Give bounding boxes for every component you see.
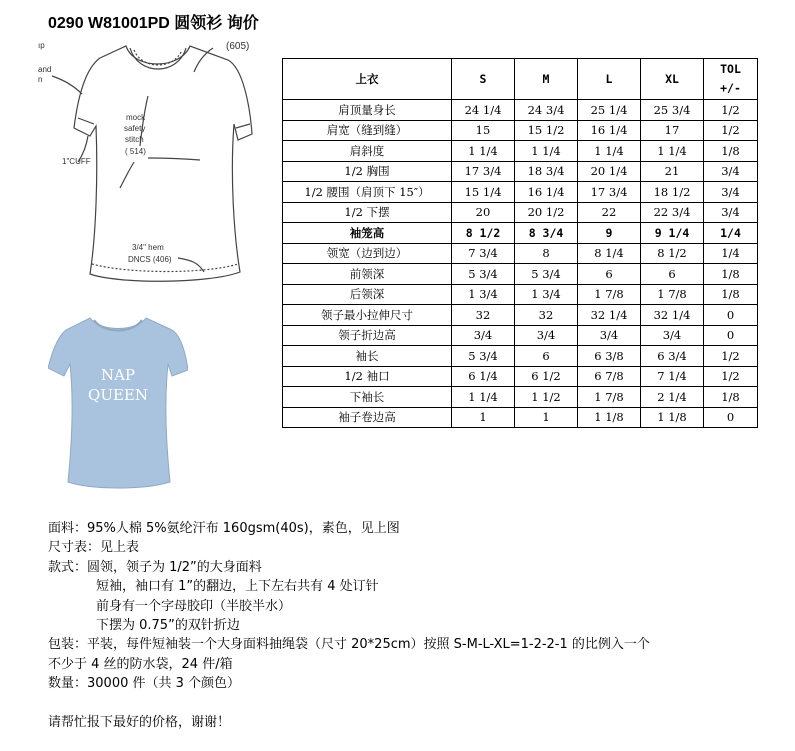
fabric-line: 面料：95%人棉 5%氨纶汗布 160gsm(40s)，素色，见上图 — [48, 521, 400, 536]
sketch-label-514: ( 514) — [125, 147, 146, 156]
sketch-label-n: n — [38, 75, 43, 84]
table-row — [283, 243, 758, 264]
sketch-label-and: and — [38, 65, 52, 74]
cell-xl: 17 — [641, 120, 704, 141]
row-label: 1/2 胸围 — [283, 161, 452, 182]
cell-m: 15 1/2 — [515, 120, 578, 141]
table-row — [283, 407, 758, 428]
cell-tol: 1/4 — [704, 223, 758, 244]
table-row — [283, 202, 758, 223]
quantity-line: 数量：30000 件（共 3 个颜色） — [48, 676, 241, 692]
cell-l: 32 1/4 — [578, 305, 641, 326]
row-label: 袖笼高 — [283, 223, 452, 244]
row-label: 领宽（边到边） — [283, 243, 452, 264]
cell-m: 1 1/2 — [515, 387, 578, 408]
sketch-label-cuff: 1"CUFF — [62, 157, 91, 166]
cell-tol: 1/8 — [704, 284, 758, 305]
cell-l: 6 — [578, 264, 641, 285]
cell-xl: 6 — [641, 264, 704, 285]
row-label: 1/2 袖口 — [283, 366, 452, 387]
table-row — [283, 141, 758, 162]
cell-s: 6 1/4 — [452, 366, 515, 387]
closing-line: 请帮忙报下最好的价格，谢谢！ — [48, 714, 231, 730]
sketch-label-stitch: stitch — [125, 135, 144, 144]
cell-l: 9 — [578, 223, 641, 244]
page-title: 0290 W81001PD 圆领衫 询价 — [48, 15, 259, 32]
cell-xl: 1 1/8 — [641, 407, 704, 428]
cell-m: 32 — [515, 305, 578, 326]
cell-xl: 3/4 — [641, 325, 704, 346]
cell-l: 25 1/4 — [578, 100, 641, 121]
row-label: 袖子卷边高 — [283, 407, 452, 428]
cell-s: 20 — [452, 202, 515, 223]
cell-tol: 3/4 — [704, 202, 758, 223]
cell-l: 22 — [578, 202, 641, 223]
cell-tol: 1/8 — [704, 264, 758, 285]
sketch-label-dncs: DNCS (406) — [128, 255, 172, 264]
table-row — [283, 284, 758, 305]
row-label: 前领深 — [283, 264, 452, 285]
row-label: 袖长 — [283, 346, 452, 367]
cell-xl: 25 3/4 — [641, 100, 704, 121]
sketch-label-p: ıp — [38, 41, 45, 50]
cell-l: 1 1/4 — [578, 141, 641, 162]
cell-l: 1 1/8 — [578, 407, 641, 428]
header-l: L — [578, 59, 641, 100]
cell-tol: 1/8 — [704, 387, 758, 408]
cell-tol: 0 — [704, 305, 758, 326]
sketch-label-safety: safety — [124, 124, 146, 133]
cell-m: 24 3/4 — [515, 100, 578, 121]
header-garment: 上衣 — [283, 59, 452, 100]
header-xl: XL — [641, 59, 704, 100]
header-tol-line2: +/- — [720, 81, 741, 95]
table-row — [283, 346, 758, 367]
cell-m: 6 1/2 — [515, 366, 578, 387]
cell-l: 3/4 — [578, 325, 641, 346]
header-m: M — [515, 59, 578, 100]
cell-s: 32 — [452, 305, 515, 326]
cell-tol: 3/4 — [704, 161, 758, 182]
table-row — [283, 161, 758, 182]
cell-s: 17 3/4 — [452, 161, 515, 182]
table-row — [283, 387, 758, 408]
cell-s: 7 3/4 — [452, 243, 515, 264]
cell-xl: 1 1/4 — [641, 141, 704, 162]
packing-line-2: 不少于 4 丝的防水袋，24 件/箱 — [48, 656, 233, 672]
cell-l: 1 7/8 — [578, 284, 641, 305]
cell-m: 5 3/4 — [515, 264, 578, 285]
cell-m: 1 1/4 — [515, 141, 578, 162]
size-chart-line: 尺寸表：见上表 — [48, 540, 140, 556]
cell-m: 6 — [515, 346, 578, 367]
row-label: 1/2 腰围（肩顶下 15″） — [283, 182, 452, 203]
table-row — [283, 182, 758, 203]
table-row — [283, 120, 758, 141]
table-row — [283, 366, 758, 387]
cell-m: 18 3/4 — [515, 161, 578, 182]
photo-print-line1: NAP — [100, 366, 136, 384]
measurement-table — [282, 58, 758, 428]
cell-tol: 0 — [704, 407, 758, 428]
cell-s: 15 — [452, 120, 515, 141]
cell-xl: 18 1/2 — [641, 182, 704, 203]
row-label: 领子最小拉伸尺寸 — [283, 305, 452, 326]
cell-xl: 21 — [641, 161, 704, 182]
cell-tol: 0 — [704, 325, 758, 346]
description-block — [48, 519, 650, 732]
table-row — [283, 100, 758, 121]
cell-s: 1 3/4 — [452, 284, 515, 305]
cell-xl: 9 1/4 — [641, 223, 704, 244]
cell-xl: 8 1/2 — [641, 243, 704, 264]
table-row — [283, 264, 758, 285]
style-line-3: 前身有一个字母胶印（半胶半水） — [96, 598, 292, 614]
cell-xl: 1 7/8 — [641, 284, 704, 305]
sketch-label-hem: 3/4" hem — [132, 243, 164, 252]
table-header-row — [283, 59, 758, 100]
row-label: 后领深 — [283, 284, 452, 305]
cell-tol: 1/4 — [704, 243, 758, 264]
cell-l: 1 7/8 — [578, 387, 641, 408]
sketch-label-605: (605) — [226, 41, 250, 52]
cell-s: 15 1/4 — [452, 182, 515, 203]
cell-s: 3/4 — [452, 325, 515, 346]
cell-l: 20 1/4 — [578, 161, 641, 182]
cell-tol: 1/2 — [704, 120, 758, 141]
row-label: 领子折边高 — [283, 325, 452, 346]
cell-tol: 1/8 — [704, 141, 758, 162]
cell-xl: 7 1/4 — [641, 366, 704, 387]
cell-tol: 1/2 — [704, 346, 758, 367]
cell-xl: 2 1/4 — [641, 387, 704, 408]
table-row — [283, 305, 758, 326]
cell-s: 8 1/2 — [452, 223, 515, 244]
row-label: 下袖长 — [283, 387, 452, 408]
table-row — [283, 325, 758, 346]
row-label: 肩顶量身长 — [283, 100, 452, 121]
header-s: S — [452, 59, 515, 100]
style-line-1: 款式：圆领，领子为 1/2”的大身面料 — [48, 559, 262, 575]
style-line-4: 下摆为 0.75”的双针折边 — [96, 618, 240, 634]
cell-m: 20 1/2 — [515, 202, 578, 223]
cell-tol: 3/4 — [704, 182, 758, 203]
cell-m: 16 1/4 — [515, 182, 578, 203]
cell-xl: 6 3/4 — [641, 346, 704, 367]
packing-line-1: 包装：平装，每件短袖装一个大身面料抽绳袋（尺寸 20*25cm）按照 S-M-L-XL=1-2-2-1 的比例入一个 — [48, 637, 650, 653]
photo-print-line2: QUEEN — [88, 386, 148, 404]
header-tol — [704, 59, 758, 100]
cell-m: 8 3/4 — [515, 223, 578, 244]
row-label: 肩宽（缝到缝） — [283, 120, 452, 141]
cell-l: 16 1/4 — [578, 120, 641, 141]
row-label: 肩斜度 — [283, 141, 452, 162]
cell-tol: 1/2 — [704, 366, 758, 387]
cell-l: 6 7/8 — [578, 366, 641, 387]
cell-s: 5 3/4 — [452, 264, 515, 285]
cell-m: 1 — [515, 407, 578, 428]
cell-l: 17 3/4 — [578, 182, 641, 203]
cell-xl: 22 3/4 — [641, 202, 704, 223]
cell-m: 3/4 — [515, 325, 578, 346]
cell-s: 1 — [452, 407, 515, 428]
row-label: 1/2 下摆 — [283, 202, 452, 223]
cell-l: 8 1/4 — [578, 243, 641, 264]
cell-m: 8 — [515, 243, 578, 264]
tshirt-sketch — [38, 36, 268, 301]
cell-s: 1 1/4 — [452, 141, 515, 162]
sketch-label-mock: mock — [126, 113, 146, 122]
cell-s: 24 1/4 — [452, 100, 515, 121]
header-tol-line1: TOL — [720, 62, 741, 76]
table-row — [283, 223, 758, 244]
cell-s: 1 1/4 — [452, 387, 515, 408]
style-line-2: 短袖，袖口有 1”的翻边，上下左右共有 4 处订针 — [96, 579, 379, 595]
cell-xl: 32 1/4 — [641, 305, 704, 326]
cell-tol: 1/2 — [704, 100, 758, 121]
cell-l: 6 3/8 — [578, 346, 641, 367]
cell-m: 1 3/4 — [515, 284, 578, 305]
tshirt-photo — [48, 312, 188, 492]
cell-s: 5 3/4 — [452, 346, 515, 367]
